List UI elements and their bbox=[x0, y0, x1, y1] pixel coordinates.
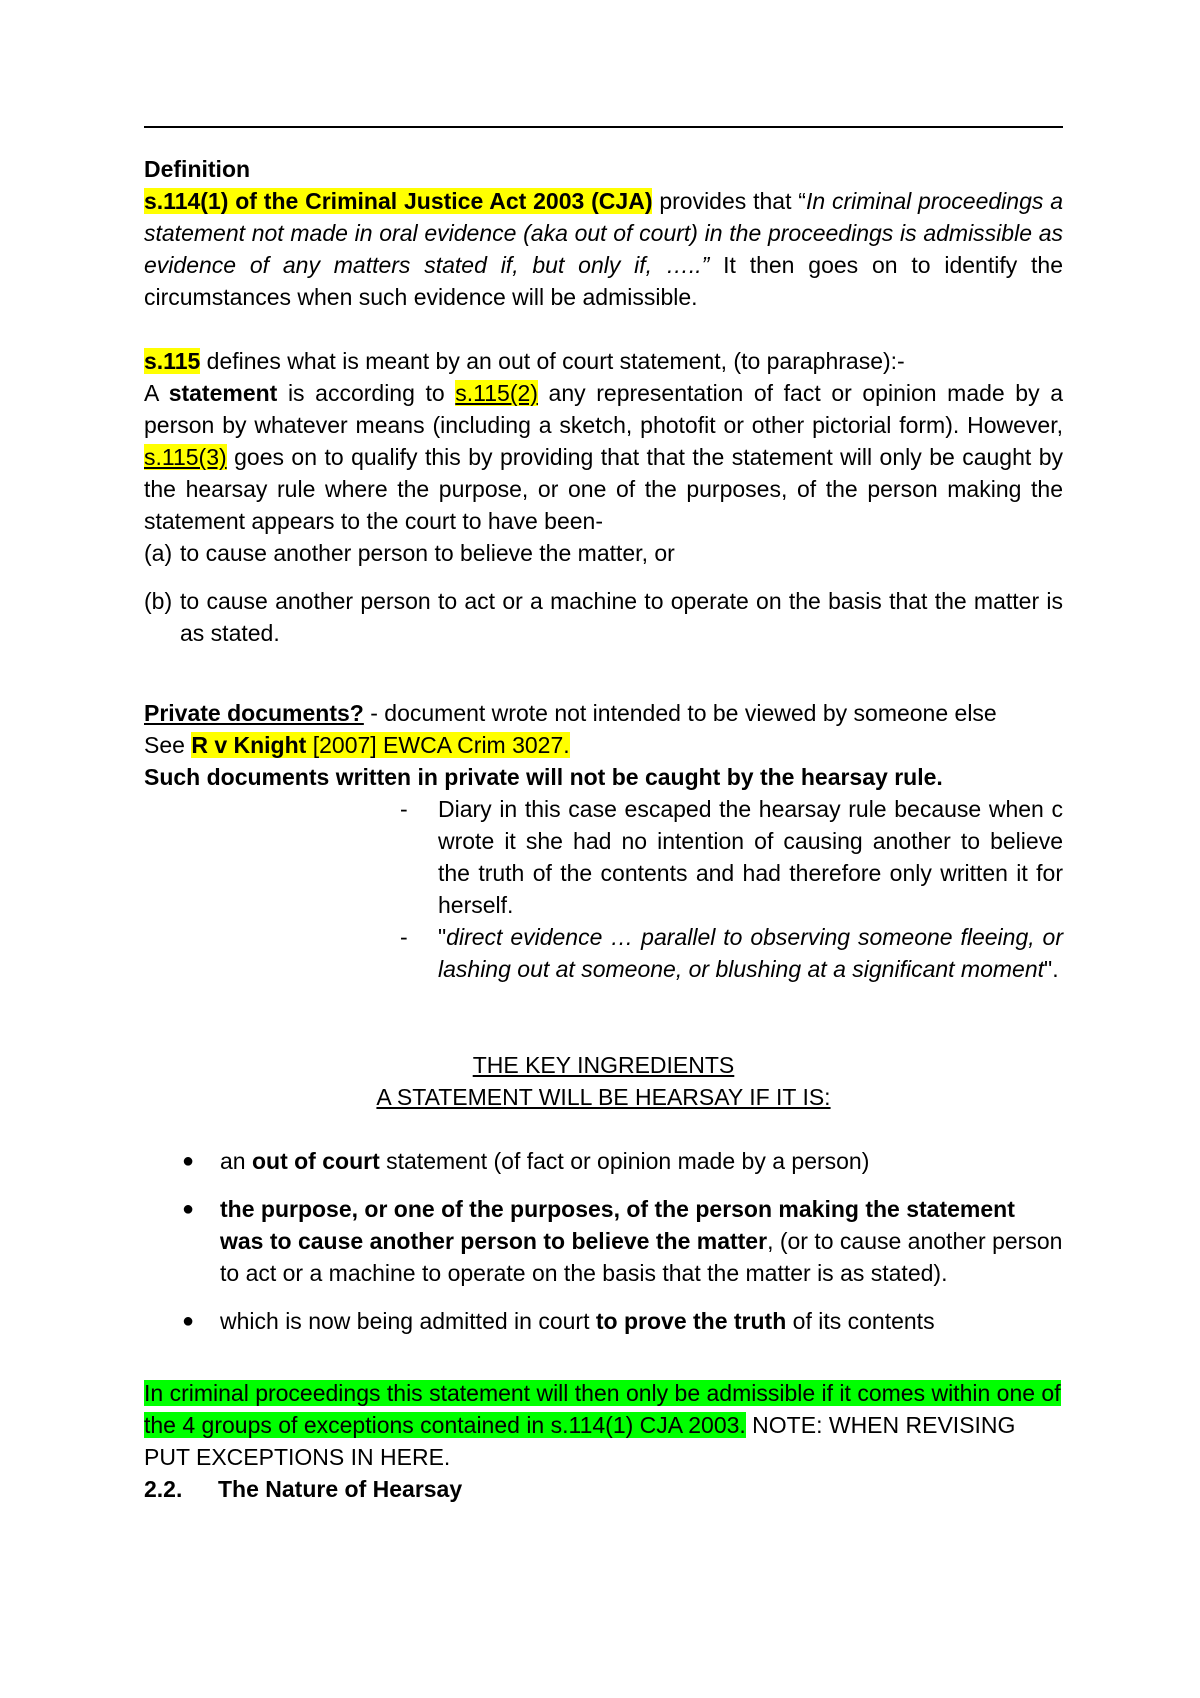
key-ingredients-list bbox=[182, 1145, 1063, 1337]
case-reference-line: See R v Knight [2007] EWCA Crim 3027. bbox=[144, 732, 570, 758]
section-title: The Nature of Hearsay bbox=[218, 1476, 463, 1502]
bullet-icon: ● bbox=[182, 1310, 195, 1332]
private-docs-line: Private documents? - document wrote not intended to be viewed by someone else bbox=[144, 700, 997, 726]
definition-heading: Definition bbox=[144, 156, 251, 182]
document-body bbox=[144, 153, 1063, 1505]
dash-list bbox=[400, 793, 1063, 985]
list-item: ● an out of court statement (of fact or opinion made by a person) bbox=[182, 1145, 1063, 1177]
s115-paragraph: A statement is according to s.115(2) any representation of fact or opinion made by a person by whatever means (including a sketch, photofit or other pictorial form). However, s.115(3) goes on to qualify this by providing that that the statement will only be caught by the hearsay rule where the purpose, or one of the purposes, of the person making the statement appears to the court to have been- bbox=[144, 380, 1063, 534]
s114-reference: s.114(1) of the Criminal Justice Act 2003 (CJA) bbox=[144, 188, 653, 214]
list-item: ● the purpose, or one of the purposes, of the person making the statement was to cause another person to believe the matter, (or to cause another person to act or a machine to operate on the basis that the matter is as stated). bbox=[182, 1193, 1063, 1289]
case-citation: R v Knight [2007] EWCA Crim 3027. bbox=[191, 732, 570, 758]
s114-quote: In criminal proceedings a statement not made in oral evidence (aka out of court) in the proceedings is admissible as evidence of any matters stated if, but only if, …..” bbox=[144, 188, 1064, 278]
section-heading bbox=[144, 1473, 1063, 1505]
private-docs-rule: Such documents written in private will not be caught by the hearsay rule. bbox=[144, 764, 943, 790]
s115-2-reference: s.115(2) bbox=[455, 380, 538, 406]
s115-reference: s.115 bbox=[144, 348, 201, 374]
list-item-a: (a) to cause another person to believe the matter, or bbox=[144, 540, 675, 566]
private-docs-heading: Private documents? bbox=[144, 700, 364, 726]
section-number: 2.2. bbox=[144, 1476, 183, 1502]
key-ingredients-title: THE KEY INGREDIENTS bbox=[472, 1052, 735, 1078]
top-rule bbox=[144, 126, 1063, 128]
dash-item: - "direct evidence … parallel to observing someone fleeing, or lashing out at someone, or blushing at a significant moment". bbox=[400, 924, 1063, 982]
definition-paragraph: s.114(1) of the Criminal Justice Act 2003 (CJA) provides that “In criminal proceedings a statement not made in oral evidence (aka out of court) in the proceedings is admissible as evidence of any matters stated if, but only if, …..” It then goes on to identify the circumstances when such evidence will be admissible. bbox=[144, 188, 1064, 310]
s115-intro: s.115 defines what is meant by an out of court statement, (to paraphrase):- bbox=[144, 348, 905, 374]
closing-paragraph: In criminal proceedings this statement will then only be admissible if it comes within one of the 4 groups of exceptions contained in s.114(1) CJA 2003. NOTE: WHEN REVISING PUT EXCEPTIONS IN HERE. bbox=[144, 1380, 1061, 1470]
bullet-icon: ● bbox=[182, 1198, 195, 1220]
bullet-icon: ● bbox=[182, 1150, 195, 1172]
key-ingredients-subtitle: A STATEMENT WILL BE HEARSAY IF IT IS: bbox=[376, 1084, 831, 1110]
dash-item: - Diary in this case escaped the hearsay rule because when c wrote it she had no intention of causing another to believe the truth of the contents and had therefore only written it for herself. bbox=[400, 796, 1063, 918]
list-item: ● which is now being admitted in court to prove the truth of its contents bbox=[182, 1305, 1063, 1337]
s115-3-reference: s.115(3) bbox=[144, 444, 227, 470]
green-highlight: In criminal proceedings this statement will then only be admissible if it comes within one of the 4 groups of exceptions contained in s.114(1) CJA 2003. bbox=[144, 1380, 1061, 1438]
list-item-b: (b) to cause another person to act or a machine to operate on the basis that the matter is as stated. bbox=[144, 588, 1063, 646]
